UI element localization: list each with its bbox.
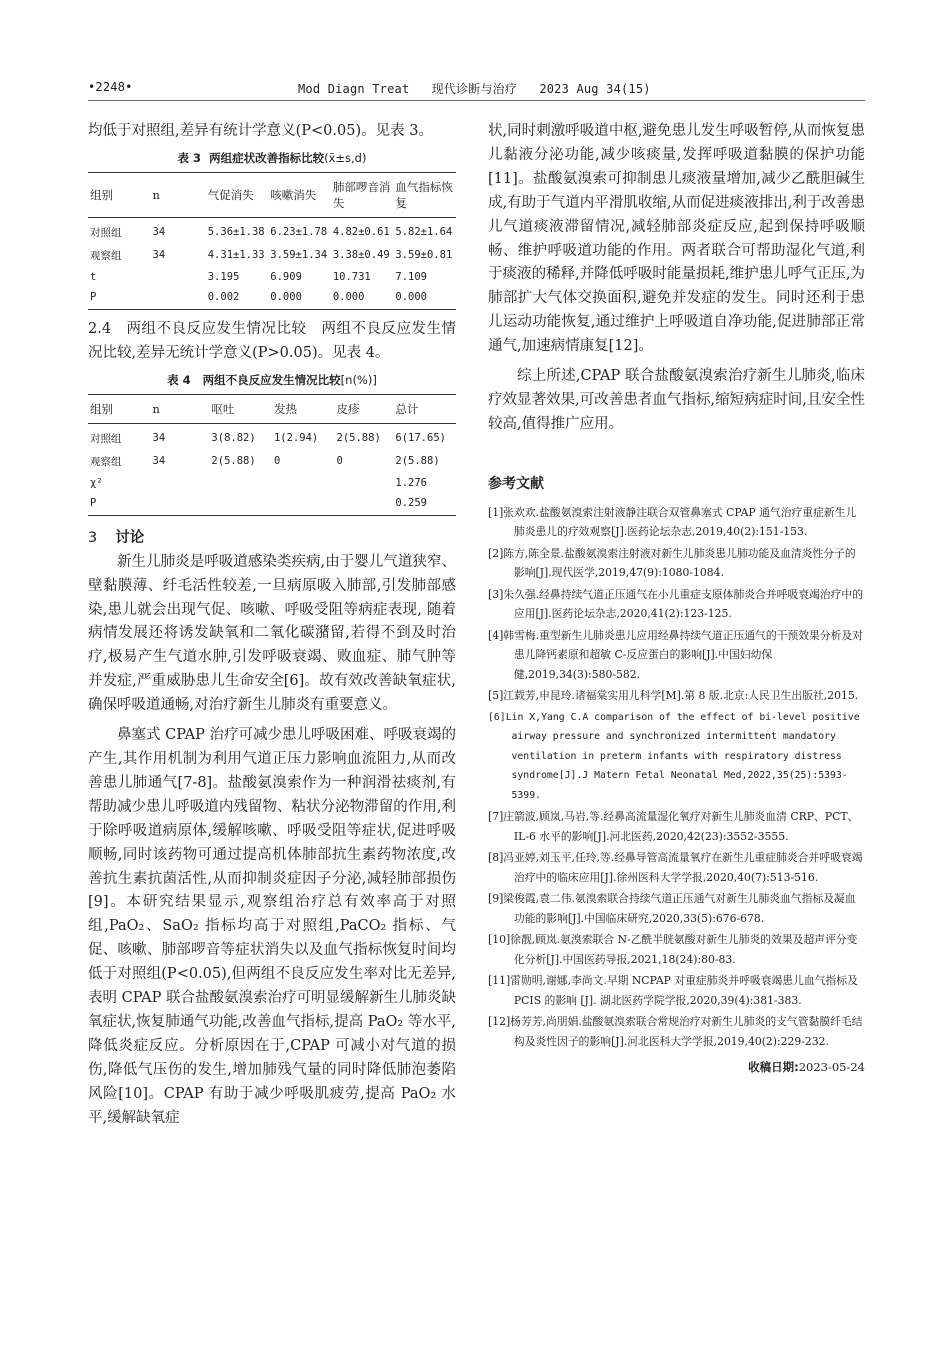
section-2-4: 2.4 两组不良反应发生情况比较 两组不良反应发生情况比较,差异无统计学意义(P>0.05)。见表 4。 (88, 320, 456, 361)
reference-item: [9]梁俊霞,袁二伟.氨溴索联合持续气道正压通气对新生儿肺炎血气指标及凝血功能的影响[J].中国临床研究,2020,33(5):676-678. (488, 892, 856, 925)
reference-item: [6]Lin X,Yang C.A comparison of the effect of bi-level positive airway pressure and synchronized intermittent mandatory ventilation in preterm infants with respiratory distress syndrome[J].J Matern Fetal Neonatal Med,2022,35(25):5393-5399. (488, 711, 860, 801)
received-date: 2023-05-24 (798, 1060, 865, 1075)
table4-cell: 34 (152, 455, 166, 468)
table3-cell: 3.195 (207, 270, 240, 283)
table4-cell (272, 493, 335, 516)
table4-title: 两组不良反应发生情况比较 (202, 372, 341, 387)
section-3-heading (88, 526, 456, 547)
table4-cell: 观察组 (90, 455, 122, 468)
discussion-paragraph-2: 鼻塞式 CPAP 治疗可减少患儿呼吸困难、呼吸衰竭的产生,其作用机制为利用气道正压力影响血流阻力,从而改善患儿肺通气[7-8]。盐酸氨溴索作为一种润滑祛痰剂,有帮助减少患儿呼吸道内残留物、粘状分泌物滞留的作用,利于除呼吸道病原体,缓解咳嗽、呼吸受阻等症状,促进呼吸顺畅,同时该药物可通过提高机体肺部抗生素药物浓度,改善抗生素抗菌活性,从而抑制炎症因子分泌,减轻肺部损伤[9]。本研究结果显示,观察组治疗总有效率高于对照组,PaO₂、SaO₂ 指标均高于对照组,PaCO₂ 指标、气促、咳嗽、肺部啰音等症状消失以及血气指标恢复时间均低于对照组(P<0.05),但两组不良反应发生率对比无差异,表明 CPAP 联合盐酸氨溴索治疗可明显缓解新生儿肺炎缺氧症状,恢复肺通气功能,改善血气指标,提高 PaO₂ 等水平,降低炎症反应。分析原因在于,CPAP 可减小对气道的损伤,降低气压伤的发生,增加肺残气量的同时降低肺泡萎陷风险[10]。CPAP 有助于减少呼吸肌疲劳,提高 PaO₂ 水平,缓解缺氧症 (88, 727, 456, 1126)
table3-cell: 3.59±1.34 (270, 249, 328, 262)
reference-item: [11]雷勋明,谢娜,李尚文.早期 NCPAP 对重症肺炎并呼吸衰竭患儿血气指标及PCIS 的影响 [J]. 湖北医药学院学报,2020,39(4):381-383. (488, 974, 858, 1007)
received-label: 收稿日期: (748, 1060, 799, 1075)
page-header (88, 76, 865, 98)
table3-header: 气促消失 (206, 172, 269, 217)
table4-cell: 0 (336, 455, 343, 468)
table3-cell: 7.109 (395, 270, 427, 283)
table3-cell: t (90, 270, 97, 283)
table4-cell: 34 (152, 432, 166, 445)
table4-cell: 6(17.65) (395, 432, 446, 445)
table4-cell: 对照组 (90, 432, 122, 445)
conclusion-paragraph: 综上所述,CPAP 联合盐酸氨溴索治疗新生儿肺炎,临床疗效显著效果,可改善患者血气指标,缩短病症时间,且安全性较高,值得推广应用。 (488, 368, 865, 432)
discussion-paragraph-3: 状,同时刺激呼吸道中枢,避免患儿发生呼吸暂停,从而恢复患儿黏液分泌功能,减少咳痰量,发挥呼吸道黏膜的保护功能[11]。盐酸氨溴索可抑制患儿痰液量增加,减少乙酰胆碱生成,有助于气道内平滑肌收缩,从而促进痰液排出,利于改善患儿气道痰液滞留情况,减轻肺部炎症反应,起到保持呼吸顺畅、维护呼吸道功能的作用。两者联合可帮助湿化气道,利于痰液的稀释,并降低呼吸时能量损耗,维护患儿呼气正压,为肺部扩大气体交换面积,避免并发症的发生。同时还利于患儿运动功能恢复,通过维护上呼吸道自净功能,促进肺部正常通气,加速病情康复[12]。 (488, 123, 865, 355)
table4-unit: [n(%)] (340, 372, 377, 387)
table4-cell: 0.259 (393, 493, 456, 516)
table3-cell: 4.82±0.61 (332, 226, 390, 239)
table3-cell: 0.000 (331, 287, 394, 310)
table3-cell: 3.38±0.49 (332, 249, 390, 262)
table3-cell (151, 267, 206, 287)
table3-header: 血气指标恢复 (393, 172, 456, 217)
reference-item: [2]陈方,陈全景.盐酸氨溴索注射液对新生儿肺炎患儿肺功能及血清炎性分子的影响[J].现代医学,2019,47(9):1080-1084. (488, 546, 856, 580)
table4-cell (272, 473, 335, 493)
table3-cell: 0.002 (206, 287, 269, 310)
table3-cell: 对照组 (90, 226, 122, 239)
discussion-paragraph-1: 新生儿肺炎是呼吸道感染类疾病,由于婴儿气道狭窄、壁黏膜薄、纤毛活性较差,一旦病原吸入肺部,引发肺部感染,患儿就会出现气促、咳嗽、呼吸受阻等病症表现, 随着病情发展还将诱发缺氧和二氧化碳潴留,若得不到及时治疗,极易产生气道水肿,引发呼吸衰竭、败血症、肺气肿等并发症,严重威胁患儿生命安全[6]。故有效改善缺氧症状,确保呼吸道通畅,对治疗新生儿肺炎有重要意义。 (88, 553, 456, 714)
intro-text: 均低于对照组,差异有统计学意义(P<0.05)。见表 3。 (88, 123, 433, 139)
table4-cell (335, 473, 394, 493)
table4-cell (335, 493, 394, 516)
table-row (88, 287, 456, 310)
table3-cell: 0.000 (393, 287, 456, 310)
table4-label: 表 4 (167, 372, 191, 387)
table4-cell: χ² (90, 476, 103, 489)
reference-item: [4]韩雪梅.重型新生儿肺炎患儿应用经鼻持续气道正压通气的干预效果分析及对患儿降钙素原和超敏 C-反应蛋白的影响[J].中国妇幼保健,2019,34(3):580-582. (488, 628, 864, 681)
table-row (88, 217, 456, 244)
table4-cell: 3(8.82) (211, 432, 256, 445)
table4-cell: P (88, 493, 151, 516)
table-row (88, 493, 456, 516)
table3-cell: 3.59±0.81 (395, 249, 453, 262)
table3-cell: P (88, 287, 151, 310)
received-date-line (488, 1059, 865, 1075)
table3-cell: 5.82±1.64 (395, 226, 453, 239)
table3-unit: (x̄±s,d) (324, 150, 367, 165)
table3-cell: 5.36±1.38 (207, 226, 265, 239)
table3-header: n (151, 172, 206, 217)
table4-header: 皮疹 (335, 394, 394, 423)
table3 (88, 172, 456, 310)
table4-cell (209, 493, 272, 516)
section-3-title: 讨论 (115, 529, 145, 546)
table3-cell: 34 (152, 226, 166, 239)
table-row (88, 423, 456, 450)
table4-cell: 1(2.94) (273, 432, 319, 445)
table3-header: 组别 (88, 172, 151, 217)
table3-caption (88, 150, 456, 166)
table3-cell: 6.23±1.78 (270, 226, 328, 239)
table3-title: 两组症状改善指标比较 (209, 150, 325, 165)
page-number: •2248• (88, 80, 133, 94)
right-column (488, 120, 865, 1075)
table4-cell (151, 493, 210, 516)
table3-label: 表 3 (177, 150, 202, 165)
table-row (88, 473, 456, 493)
table4 (88, 394, 456, 516)
reference-item: [10]徐靓,顾岚.氨溴索联合 N-乙酰半胱氨酸对新生儿肺炎的效果及超声评分变化分析[J].中国医药导报,2021,18(24):80-83. (488, 933, 858, 966)
table4-header: 呕吐 (209, 394, 272, 423)
table3-cell: 34 (152, 249, 166, 262)
table-row (88, 267, 456, 287)
table3-header: 肺部啰音消失 (331, 172, 394, 217)
table4-cell: 2(5.88) (336, 432, 381, 445)
references-heading: 参考文献 (488, 475, 544, 492)
reference-item: [7]庄箭波,顾岚,马岩,等.经鼻高流量湿化氧疗对新生儿肺炎血清 CRP、PCT、IL-6 水平的影响[J].河北医药,2020,42(23):3552-3555. (488, 810, 859, 843)
table4-cell: 2(5.88) (211, 455, 256, 468)
table3-cell: 4.31±1.33 (207, 249, 265, 262)
table4-cell: 1.276 (395, 476, 427, 489)
section-3-number: 3 (88, 529, 98, 546)
reference-item: [3]朱久强.经鼻持续气道正压通气在小儿重症支原体肺炎合并呼吸衰竭治疗中的应用[J].医药论坛杂志,2020,41(2):123-125. (488, 587, 864, 621)
header-rule (88, 100, 865, 101)
reference-item: [8]冯亚婷,刘玉平,任玲,等.经鼻导管高流量氧疗在新生儿重症肺炎合并呼吸衰竭治疗中的临床应用[J].徐州医科大学学报,2020,40(7):513-516. (488, 851, 863, 884)
table4-cell (209, 473, 272, 493)
table4-caption (88, 372, 456, 388)
table4-header: n (151, 394, 210, 423)
reference-item: [5]江载芳,申昆玲.诸福棠实用儿科学[M].第 8 版.北京:人民卫生出版社,2015. (488, 689, 859, 703)
table3-cell: 0.000 (268, 287, 331, 310)
table3-cell: 10.731 (332, 270, 371, 283)
references-list (488, 503, 865, 1052)
table-row (88, 244, 456, 267)
reference-item: [12]杨芳芳,尚朋娟.盐酸氨溴索联合常规治疗对新生儿肺炎的支气管黏膜纤毛结构及炎性因子的影响[J].河北医科大学学报,2019,40(2):229-232. (488, 1015, 863, 1048)
table3-cell (151, 287, 206, 310)
table3-cell: 6.909 (270, 270, 302, 283)
table3-header: 咳嗽消失 (268, 172, 331, 217)
table4-header: 组别 (88, 394, 151, 423)
table3-cell: 观察组 (90, 249, 122, 262)
table4-cell (151, 473, 210, 493)
table4-header: 总计 (393, 394, 456, 423)
table-row (88, 450, 456, 473)
left-column (88, 120, 456, 1130)
reference-item: [1]张欢欢.盐酸氨溴索注射液静注联合双管鼻塞式 CPAP 通气治疗重症新生儿肺炎患儿的疗效观察[J].医药论坛杂志,2019,40(2):151-153. (488, 505, 857, 539)
table4-header: 发热 (272, 394, 335, 423)
table4-cell: 2(5.88) (395, 455, 440, 468)
table4-cell: 0 (273, 455, 281, 468)
journal-info: Mod Diagn Treat 现代诊断与治疗 2023 Aug 34(15) (298, 82, 651, 96)
